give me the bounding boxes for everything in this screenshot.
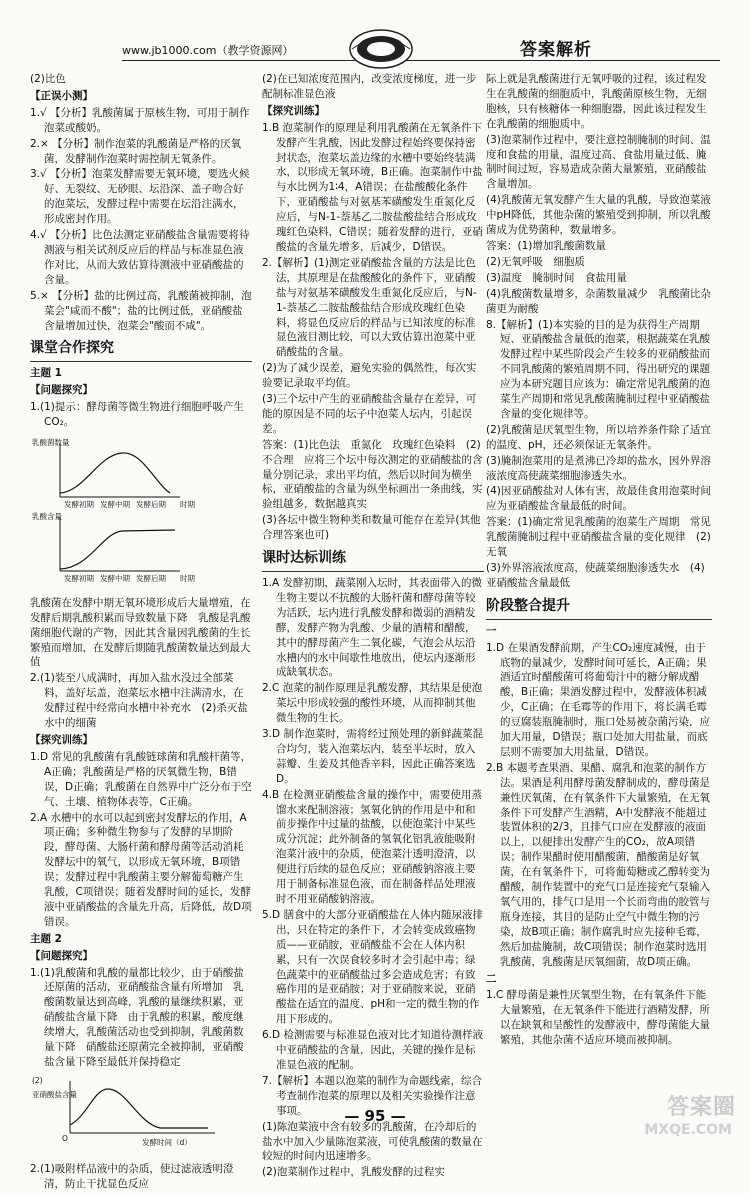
list-item: 2.× 【分析】制作泡菜的乳酸菌是严格的厌氧菌，发酵制作泡菜时需控制无氧条件。 [30, 137, 242, 165]
list-item: 5.× 【分析】盐的比例过高，乳酸菌被抑制，泡菜会"咸而不酸"；盐的比例过低，亚硝酸盐含量增加过快，泡菜会"酸而不咸"。 [30, 289, 252, 332]
list-item: 1.D 在果酒发酵前期，产生CO₂速度减慢，由于底物的量减少，发酵时间可延长，A正确；果酒适宜时醋酸菌可将葡萄汁中的糖分解成醋酸，B正确；果酒发酵过程中，发酵液体积减少，C正确；在毛霉等的作用下，将长满毛霉的豆腐装瓶腌制时，瓶口处易被杂菌污染，应加大用量，D错误；瓶口处加大用盐量，而底层则不需要加大用盐量，D错误。 [486, 641, 710, 758]
watermark-logo: 答案圈 [666, 1095, 736, 1120]
page-title: 答案解析 [520, 40, 592, 60]
list-item: 1.(1)乳酸菌和乳酸的量都比较少，由于硝酸盐还原菌的活动，亚硝酸盐含量有所增加 乳酸菌数量达到高峰，乳酸的量继续积累，亚硝酸盐含量下降 由于乳酸的积累，酸度继续增大，乳酸菌活动也受到抑制，乳酸菌数量下降 硝酸盐还原菌完全被抑制，亚硝酸盐含量下降至最低并保持稳定 [30, 966, 244, 1068]
chart-a-tick: 发酵后期 [136, 499, 166, 509]
publisher-logo-icon [348, 28, 414, 70]
paragraph: 乳酸菌在发酵中期无氧环境形成后大量增殖，在发酵后期乳酸积累而导致数量下降 乳酸是乳酸菌细胞代谢的产物，因此其含量因乳酸菌的生长繁殖而增加，在发酵后期随乳酸菌数量达到最大值 [30, 596, 251, 669]
column-middle [262, 72, 484, 1181]
chart-a-tick: 发酵中期 [100, 499, 130, 509]
subsection-number: 二 [486, 972, 497, 985]
chart-c-xlabel: 发酵时间（d） [142, 1137, 192, 1147]
list-item: 3.D 制作泡菜时，需将经过预处理的新鲜蔬菜混合均匀，装入泡菜坛内，装至半坛时，放入蒜瓣、生姜及其他香辛料，因此正确答案选D。 [262, 728, 483, 785]
list-item: 2.B 本题考查果酒、果醋、腐乳和泡菜的制作方法。果酒是利用酵母菌发酵制成的，酵母菌是兼性厌氧菌，在有氧条件下大量繁殖，在无氧条件下可发酵产生酒精，A中发酵液不能超过装置体积的2/3，且排气口应在发酵液的液面以上，以便排出发酵产生的CO₂，故A项错误；制作果醋时使用醋酸菌，醋酸菌是好氧菌，在有氧条件下，可将葡萄糖或乙醇转变为醋酸，制作装置中的充气口是连接充气泵输入氧气用的，排气口是用一个长而弯曲的胶管与瓶身连接，其目的是防止空气中微生物的污染，故B项正确；制作腐乳时应先接种毛霉，然后加盐腌制，故C项错误；制作泡菜时选用乳酸菌，乳酸菌是厌氧细菌，故D项正确。 [486, 761, 710, 968]
chart-a-tick: 发酵初期 [64, 499, 94, 509]
paragraph: (3)各坛中微生物种类和数量可能存在差异(其他合理答案也可) [262, 514, 481, 542]
paragraph: (2)在已知浓度范围内，改变浓度梯度，进一步配制标准显色液 [262, 73, 477, 100]
paragraph: (3)温度 腌制时间 食盐用量 [486, 271, 627, 284]
paragraph: 答案：(1)确定常见乳酸菌的泡菜生产周期 常见乳酸菌腌制过程中亚硝酸盐含量的变化规律 (2)无氧 [486, 516, 711, 559]
list-item: 1.C 酵母菌是兼性厌氧型生物，在有氧条件下能大量繁殖，在无氧条件下能进行酒精发酵，所以在缺氧和呈酸性的发酵液中，酵母菌能大量繁殖，其他杂菌不适应环境而被抑制。 [486, 989, 710, 1047]
chart-a-xlabel: 时期 [180, 499, 195, 509]
paragraph: (4)因亚硝酸盐对人体有害，故最佳食用泡菜时间应为亚硝酸盐含量最低的时间。 [486, 485, 711, 513]
paragraph: (3)泡菜制作过程中，要注意控制腌制的时间、温度和食盐的用量，温度过高、食盐用量过低、腌制时间过短，容易造成杂菌大量繁殖，亚硝酸盐含量增加。 [486, 133, 711, 191]
section-heading: 【探究训练】 [30, 733, 93, 746]
list-item: 2.(1)装至八成满时，再加入盐水没过全部菜料，盖好坛盖，泡菜坛水槽中注满清水，在发酵过程中经常向水槽中补充水 (2)杀灭盐水中的细菌 [30, 672, 248, 730]
list-item: 2.C 泡菜的制作原理是乳酸发酵，其结果是使泡菜坛中形成较强的酸性环境，从而抑制其他微生物的生长。 [262, 682, 483, 725]
list-item: 4.√ 【分析】比色法测定亚硝酸盐含量需要将待测液与相关试剂反应后的样品与标准显色液作对比，从而大致估算待测液中亚硝酸盐的含量。 [30, 229, 250, 286]
header-rule [122, 60, 720, 61]
section-heading: 【问题探究】 [30, 949, 93, 962]
chart-c-origin: O [62, 1133, 68, 1143]
chart-a-ylabel: 乳酸菌数量 [32, 437, 70, 447]
chart-b-tick: 发酵后期 [136, 573, 166, 583]
paragraph: (2)无氧呼吸 细胞质 [486, 255, 585, 268]
list-item: 4.B 在检测亚硝酸盐含量的操作中，需要使用蒸馏水来配制溶液；氢氧化钠的作用是中和和前步操作中过量的盐酸，以使泡菜汁中某些成分沉淀；此外制备的氢氧化铝乳液能吸附泡菜汁液中的杂质，使泡菜汁透明澄清，以便进行后续的显色反应；亚硝酸钠溶液主要用于制备标准显色液，而在制备样品处理液时不用亚硝酸钠溶液。 [262, 788, 483, 905]
section-heading: 【问题探究】 [30, 384, 93, 397]
column-left [30, 72, 252, 1193]
page-number: — 95 — [344, 1107, 406, 1125]
list-item: 3.√ 【分析】泡菜发酵需要无氧环境，要选火候好、无裂纹、无砂眼、坛沿深、盖子吻合好的泡菜坛，发酵过程中需要在坛沿注满水，形成密封作用。 [30, 168, 250, 226]
paragraph: (4)乳酸菌数量增多，杂菌数量减少 乳酸菌比杂菌更为耐酸 [486, 287, 711, 315]
paragraph: (3)三个坛中产生的亚硝酸盐含量存在差异，可能的原因是不同的坛子中泡菜人坛内，引起误差。 [262, 393, 477, 435]
list-item: 1.(1)提示：酵母菌等微生物进行细胞呼吸产生CO₂。 [30, 401, 244, 428]
list-item: 7.【解析】本题以泡菜的制作为命题线索，综合考查制作泡菜的原理以及相关实验操作注意事项。 [262, 1074, 483, 1117]
paragraph: 答案：(1)增加乳酸菌数量 [486, 239, 606, 252]
chart-b-tick: 发酵中期 [100, 573, 130, 583]
topic-heading: 主题 2 [30, 932, 62, 945]
paragraph: (2)乳酸菌是厌氧型生物，所以培养条件除了适宜的温度、pH，还必须保证无氧条件。 [486, 423, 711, 451]
paragraph: (2)泡菜制作过程中，乳酸发酵的过程实 [262, 1166, 445, 1179]
paragraph: (3)外界溶液浓度高，使蔬菜细胞渗透失水 (4)亚硝酸盐含量最低 [486, 562, 705, 589]
section-heading: 【正误小测】 [30, 89, 93, 102]
section-banner: 课堂合作探究 [30, 339, 252, 362]
list-item: 1.D 常见的乳酸菌有乳酸链球菌和乳酸杆菌等，A正确；乳酸菌是严格的厌氧微生物，B错误，D正确；乳酸菌在自然界中广泛分布于空气、土壤、植物体表等，C正确。 [30, 750, 252, 808]
section-banner: 课时达标训练 [262, 549, 484, 572]
paragraph: (4)乳酸菌无氧发酵产生大量的乳酸，导致泡菜液中pH降低，其他杂菌的繁殖受到抑制，所以乳酸菌成为优势菌种，数量增多。 [486, 194, 711, 237]
chart-c-ylabel: 亚硝酸盐含量 [32, 1089, 77, 1099]
chart-b-tick: 发酵初期 [64, 573, 94, 583]
paragraph: 答案：(1)比色法 重氮化 玫瑰红色染料 (2)不合理 应将三个坛中每次测定的亚硝酸盐的含量分别记录，求出平均值，然后以时间为横坐标，亚硝酸盐的含量为纵坐标画出一条曲线，实验组越多，数据越真实 [262, 438, 483, 511]
site-url: www.jb1000.com（教学资源网） [122, 44, 294, 57]
list-item: 1.√ 【分析】乳酸菌属于原核生物，可用于制作泡菜或酸奶。 [30, 106, 250, 134]
paragraph: (2)为了减少误差，避免实验的偶然性，每次实验要记录取平均值。 [262, 362, 477, 390]
paragraph: 际上就是乳酸菌进行无氧呼吸的过程，该过程发生在乳酸菌的细胞质中，乳酸菌原核生物，无细胞核，只有核糖体一种细胞器，因此该过程发生在乳酸菌的细胞质中。 [486, 73, 707, 130]
list-item: 2.(1)吸附样品液中的杂质，使过滤液透明澄清，防止干扰显色反应 [30, 1162, 234, 1190]
topic-heading: 主题 1 [30, 367, 62, 380]
list-item: 2.【解析】(1)测定亚硝酸盐含量的方法是比色法，其原理是在盐酸酸化的条件下，亚硝酸盐与对氨基苯磺酸发生重氮化反应后，与N-1-萘基乙二胺盐酸盐结合形成玫瑰红色染料，将显色反应后的样品与已知浓度的标准显色液目测比较，可以大致估算出泡菜中亚硝酸盐的含量。 [262, 256, 477, 359]
list-item: 6.D 检测需要与标准显色液对比才知道待测样液中亚硝酸盐的含量，因此，关键的操作是标准显色液的配制。 [262, 1029, 483, 1071]
watermark-url: MXQE.COM [644, 1122, 732, 1138]
lactic-bacteria-curve [30, 435, 230, 585]
subsection-number: 一 [486, 624, 497, 637]
column-right [486, 72, 712, 1049]
chart-c-label: (2) [32, 1075, 43, 1085]
page-header [30, 34, 720, 64]
section-banner: 阶段整合提升 [486, 597, 712, 620]
list-item: 2.A 水槽中的水可以起到密封发酵坛的作用，A项正确；多种微生物参与了发酵的早期阶段，酵母菌、大肠杆菌和酵母菌等活动消耗发酵坛中的氧气，以形成无氧环境，B项错误；发酵过程中乳酸菌主要分解葡萄糖产生乳酸，C项错误；随着发酵时间的延长，发酵液中亚硝酸盐的含量先升高，后降低，故D项错误。 [30, 811, 252, 928]
chart-b-ylabel: 乳酸含量 [32, 511, 62, 521]
section-heading: 【探究训练】 [262, 104, 325, 117]
paragraph: (1)陈泡菜液中含有较多的乳酸菌，在冷却后的盐水中加入少量陈泡菜液，可使乳酸菌的数量在较短的时间内迅速增多。 [262, 1120, 483, 1163]
list-item: 1.A 发酵初期，蔬菜刚入坛时，其表面带入的微生物主要以不抗酸的大肠杆菌和酵母菌等较为活跃，坛内进行乳酸发酵和微弱的酒精发酵，发酵产物为乳酸、少量的酒精和醋酸，其中的酵母菌产生二氧化碳，气泡会从坛沿水槽内的水中间歇性地放出，使坛内逐渐形成缺氧状态。 [262, 576, 483, 679]
list-item: 5.D 膳食中的大部分亚硝酸盐在人体内随尿液排出，只在特定的条件下，才会转变成致癌物质——亚硝胺，亚硝酸盐不会在人体内积累，只有一次误食较多时才会引起中毒；绿色蔬菜中的亚硝酸盐过多会造成危害；有致癌作用的是亚硝胺；对于亚硝胺来说，亚硝酸盐在适宜的温度、pH和一定的微生物的作用下形成的。 [262, 908, 483, 1026]
paragraph: (3)腌制泡菜用的是煮沸已冷却的盐水，因外界溶液浓度高使蔬菜细胞渗透失水。 [486, 454, 711, 482]
chart-b-xlabel: 时期 [180, 573, 195, 583]
list-item: 8.【解析】(1)本实验的目的是为获得生产周期短、亚硝酸盐含量低的泡菜，根据蔬菜在乳酸发酵过程中某些阶段会产生较多的亚硝酸盐而不同乳酸菌的繁殖周期不同，得出研究的课题应为本研究题目应该为：确定常见乳酸菌的泡菜生产周期和常见乳酸菌腌制过程中亚硝酸盐含量的变化规律等。 [486, 318, 710, 420]
list-item: 1.B 泡菜制作的原理是利用乳酸菌在无氧条件下发酵产生乳酸，因此发酵过程始终要保持密封状态，泡菜坛盖边缘的水槽中要始终装满水，以形成无氧环境，B正确。泡菜制作中盐与水比例为1∶4，A错误；在盐酸酸化条件下，亚硝酸盐与对氨基苯磺酸发生重氮化反应后，与N-1-萘基乙二胺盐酸盐结合形成玫瑰红色染料，C错误；随着发酵的进行，亚硝酸盐的含量先增多，后减少，D错误。 [262, 121, 483, 253]
list-item: (2)比色 [30, 73, 66, 85]
